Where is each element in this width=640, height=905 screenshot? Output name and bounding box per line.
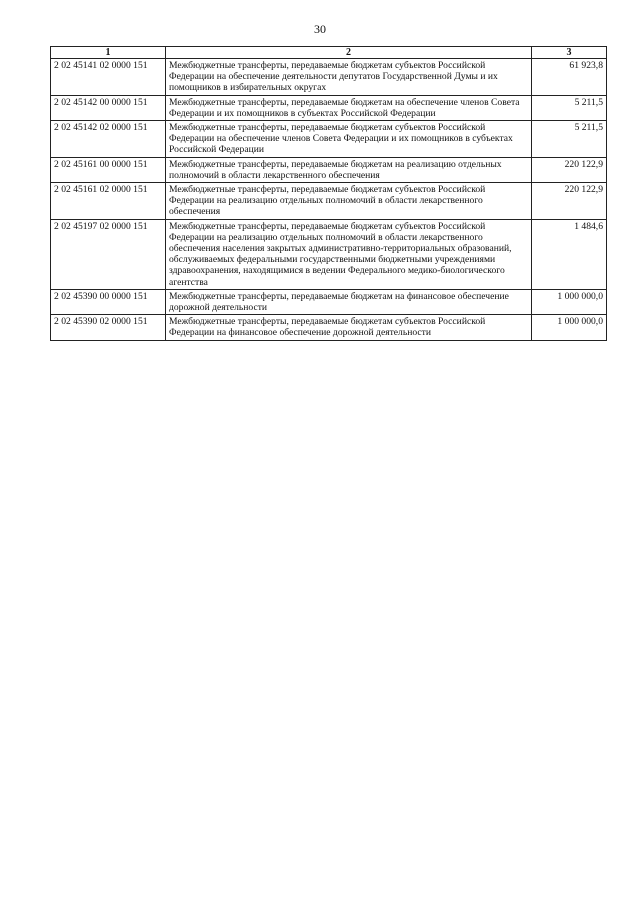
budget-code: 2 02 45142 00 0000 151 <box>51 95 166 120</box>
budget-code: 2 02 45141 02 0000 151 <box>51 59 166 96</box>
budget-code: 2 02 45197 02 0000 151 <box>51 219 166 289</box>
column-header-amount: 3 <box>532 47 607 59</box>
amount: 61 923,8 <box>532 59 607 96</box>
table-row <box>51 95 607 120</box>
transfer-description: Межбюджетные трансферты, передаваемые бюджетам на финансовое обеспечение дорожной деятельности <box>166 289 532 314</box>
table-row <box>51 157 607 182</box>
amount: 1 484,6 <box>532 219 607 289</box>
transfer-description: Межбюджетные трансферты, передаваемые бюджетам на реализацию отдельных полномочий в области лекарственного обеспечения <box>166 157 532 182</box>
transfer-description: Межбюджетные трансферты, передаваемые бюджетам субъектов Российской Федерации на финансовое обеспечение дорожной деятельности <box>166 315 532 340</box>
budget-code: 2 02 45161 02 0000 151 <box>51 183 166 220</box>
transfer-description: Межбюджетные трансферты, передаваемые бюджетам на обеспечение членов Совета Федерации и их помощников в субъектах Российской Федерации <box>166 95 532 120</box>
table-row <box>51 315 607 340</box>
budget-code: 2 02 45390 02 0000 151 <box>51 315 166 340</box>
table-row <box>51 59 607 96</box>
table-row <box>51 121 607 158</box>
column-header-code: 1 <box>51 47 166 59</box>
budget-table <box>50 46 607 341</box>
budget-code: 2 02 45161 00 0000 151 <box>51 157 166 182</box>
amount: 220 122,9 <box>532 183 607 220</box>
amount: 5 211,5 <box>532 121 607 158</box>
amount: 1 000 000,0 <box>532 289 607 314</box>
table-row <box>51 219 607 289</box>
budget-code: 2 02 45390 00 0000 151 <box>51 289 166 314</box>
column-header-description: 2 <box>166 47 532 59</box>
table-row <box>51 289 607 314</box>
transfer-description: Межбюджетные трансферты, передаваемые бюджетам субъектов Российской Федерации на обеспечение деятельности депутатов Государственной Думы и их помощников в избирательных округах <box>166 59 532 96</box>
transfer-description: Межбюджетные трансферты, передаваемые бюджетам субъектов Российской Федерации на обеспечение членов Совета Федерации и их помощников в субъектах Российской Федерации <box>166 121 532 158</box>
table-header-row <box>51 47 607 59</box>
transfer-description: Межбюджетные трансферты, передаваемые бюджетам субъектов Российской Федерации на реализацию отдельных полномочий в области лекарственного обеспечения <box>166 183 532 220</box>
page-number: 30 <box>314 22 326 36</box>
amount: 1 000 000,0 <box>532 315 607 340</box>
transfer-description: Межбюджетные трансферты, передаваемые бюджетам субъектов Российской Федерации на реализацию отдельных полномочий в области лекарственного обеспечения населения закрытых административно-территориальных образований, обслуживаемых федеральными государственными бюджетными учреждениями здравоохранения, находящимися в ведении Федерального медико-биологического агентства <box>166 219 532 289</box>
amount: 220 122,9 <box>532 157 607 182</box>
table-row <box>51 183 607 220</box>
amount: 5 211,5 <box>532 95 607 120</box>
budget-code: 2 02 45142 02 0000 151 <box>51 121 166 158</box>
